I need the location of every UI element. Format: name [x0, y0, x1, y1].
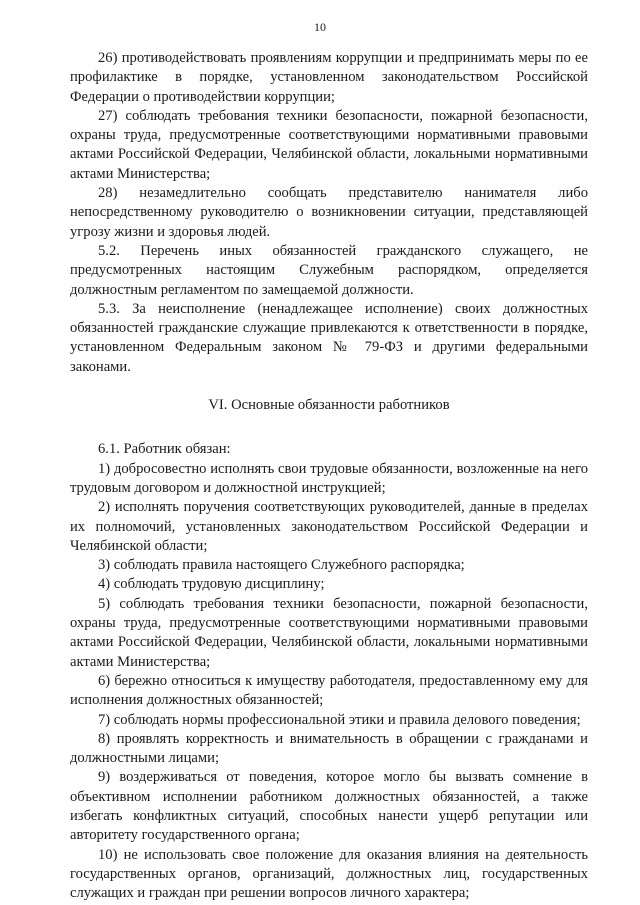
paragraph: 10) не использовать свое положение для оказания влияния на деятельность государственных органов, организаций, должностных лиц, государственных служащих и граждан при решении вопросов личного характера;: [70, 846, 588, 902]
document-body: [70, 49, 588, 903]
paragraph: 2) исполнять поручения соответствующих руководителей, данные в пределах их полномочий, установленных законодательством Российской Федерации и Челябинской области;: [70, 499, 588, 554]
paragraph: 5.2. Перечень иных обязанностей гражданского служащего, не предусмотренных настоящим Служебным распорядком, определяется должностным регламентом по замещаемой должности.: [70, 242, 588, 298]
spacer: [70, 415, 588, 440]
paragraph: 26) противодействовать проявлениям коррупции и предпринимать меры по ее профилактике в порядке, установленном законодательством Российской Федерации о противодействии коррупции;: [70, 50, 588, 105]
paragraph: 27) соблюдать требования техники безопасности, пожарной безопасности, охраны труда, предусмотренные соответствующими нормативными правовыми актами Российской Федерации, Челябинской области, локальными нормативными актами Министерства;: [70, 107, 588, 182]
paragraph: 8) проявлять корректность и внимательность в обращении с гражданами и должностными лицами;: [70, 730, 588, 767]
paragraph: 6.1. Работник обязан:: [98, 441, 231, 458]
paragraph: 3) соблюдать правила настоящего Служебного распорядка;: [98, 557, 465, 574]
paragraph: 9) воздерживаться от поведения, которое могло бы вызвать сомнение в объективном исполнении работником должностных обязанностей, а также избегать конфликтных ситуаций, способных нанести ущерб репутации или авторитету государственного органа;: [70, 769, 588, 844]
paragraph: 6) бережно относиться к имуществу работодателя, предоставленному ему для исполнения должностных обязанностей;: [70, 672, 588, 709]
paragraph: 1) добросовестно исполнять свои трудовые обязанности, возложенные на него трудовым договором и должностной инструкцией;: [70, 460, 588, 496]
paragraph: 4) соблюдать трудовую дисциплину;: [98, 576, 325, 593]
spacer: [70, 377, 588, 396]
paragraph: 5) соблюдать требования техники безопасности, пожарной безопасности, охраны труда, предусмотренные соответствующими нормативными правовыми актами Российской Федерации, Челябинской области, локальными нормативными актами Министерства;: [70, 595, 588, 670]
paragraph: 28) незамедлительно сообщать представителю нанимателя либо непосредственному руководителю о возникновении ситуации, представляющей угрозу жизни и здоровья людей.: [70, 185, 588, 240]
section-heading: VI. Основные обязанности работников: [208, 397, 450, 414]
paragraph: 5.3. За неисполнение (ненадлежащее исполнение) своих должностных обязанностей гражданские служащие привлекаются к ответственности в порядке, установленном Федеральным законом № 79-ФЗ и другими федеральными законами.: [70, 300, 588, 375]
paragraph: 7) соблюдать нормы профессиональной этики и правила делового поведения;: [98, 711, 581, 728]
page-number: 10: [314, 20, 326, 34]
